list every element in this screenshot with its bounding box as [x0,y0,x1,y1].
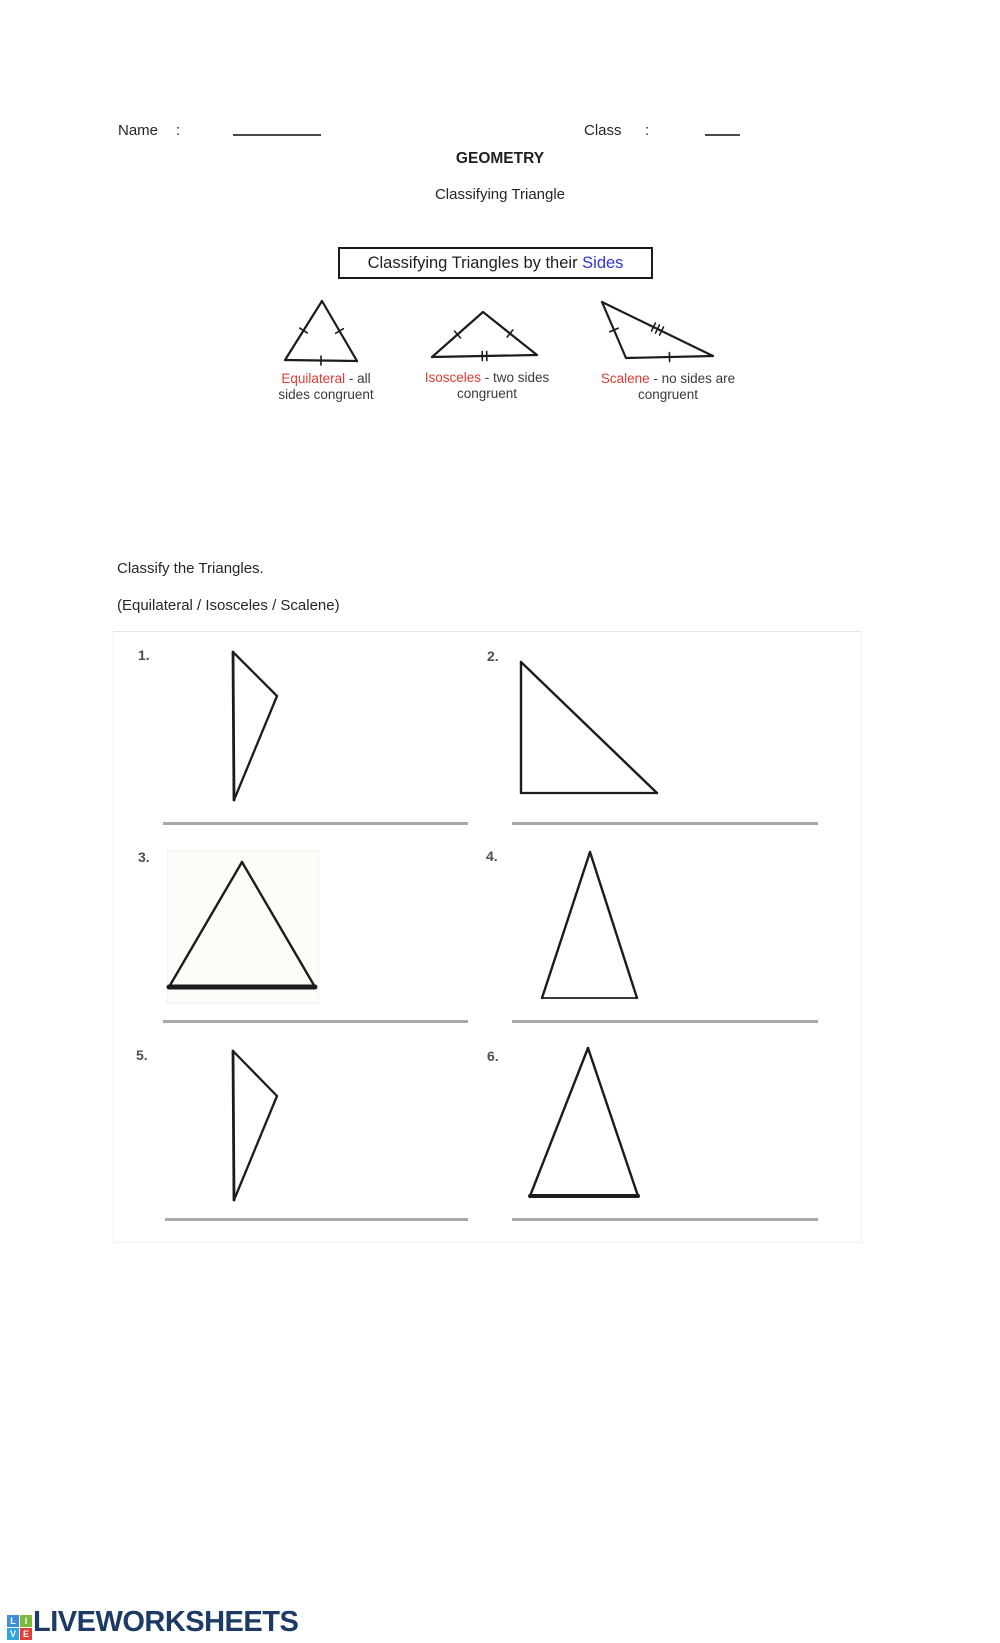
scalene-label [595,371,741,403]
question-3-image-box [167,850,319,1004]
instruction-line-2: (Equilateral / Isosceles / Scalene) [117,597,340,614]
question-6-number: 6. [487,1048,499,1064]
answer-line-q5[interactable] [165,1218,468,1221]
question-2-number: 2. [487,648,499,664]
classification-title-text: Classifying Triangles by their [367,254,583,272]
question-4-number: 4. [486,848,498,864]
liveworksheets-logo-icon [7,1615,34,1642]
name-label: Name [118,122,159,139]
name-colon: : [176,122,181,139]
logo-square-e: E [20,1628,32,1640]
logo-square-i: I [20,1615,32,1627]
page-title: GEOMETRY [455,150,545,167]
question-3-number: 3. [138,849,150,865]
answer-line-q1[interactable] [163,822,468,825]
scalene-example-triangle [602,302,713,361]
equilateral-name: Equilateral [281,371,346,386]
class-label: Class [584,122,622,139]
classification-title-highlight: Sides [582,254,624,272]
isosceles-name: Isosceles [424,370,481,385]
equilateral-label [266,371,386,403]
equilateral-example-triangle [285,301,357,365]
logo-square-v: V [7,1628,19,1640]
isosceles-label [412,370,562,402]
question-5-number: 5. [136,1047,148,1063]
class-colon: : [645,122,650,139]
name-blank[interactable] [233,134,321,136]
answer-line-q3[interactable] [163,1020,468,1023]
question-1-number: 1. [138,647,150,663]
instruction-line-1: Classify the Triangles. [117,560,264,577]
isosceles-desc: - two sides congruent [456,370,550,401]
page-subtitle: Classifying Triangle [434,186,566,203]
liveworksheets-wordmark[interactable]: LIVEWORKSHEETS [33,1606,299,1638]
answer-line-q2[interactable] [512,822,818,825]
class-blank[interactable] [705,134,740,136]
answer-line-q6[interactable] [512,1218,818,1221]
equilateral-desc: - all sides congruent [278,371,374,402]
scalene-desc: - no sides are congruent [637,371,736,402]
isosceles-example-triangle [432,312,537,361]
scalene-name: Scalene [600,371,650,386]
classification-box-title [338,247,653,279]
logo-square-l: L [7,1615,19,1627]
answer-line-q4[interactable] [512,1020,818,1023]
